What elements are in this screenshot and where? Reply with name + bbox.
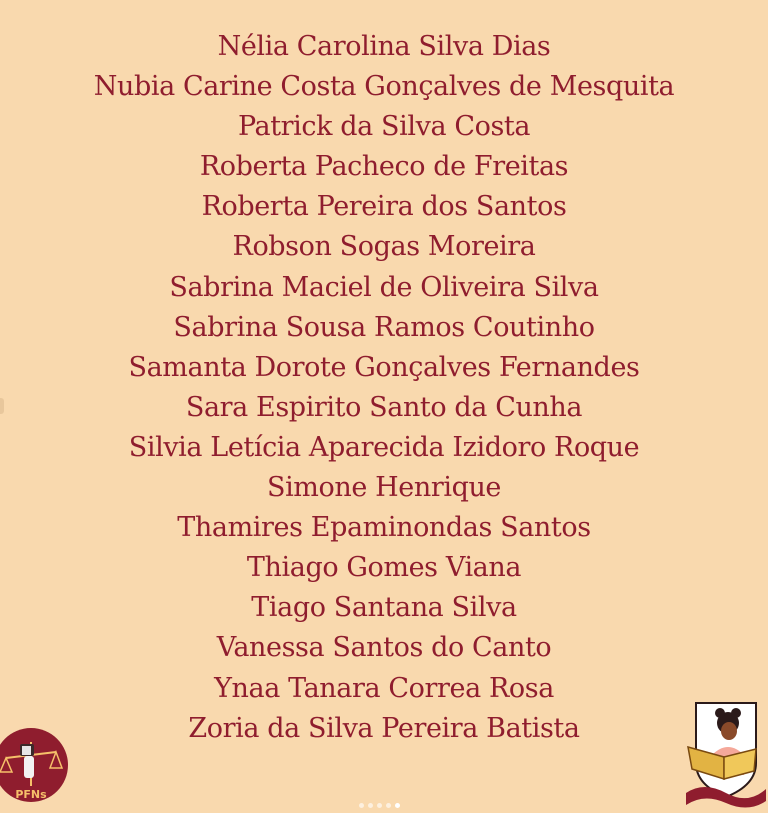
carousel-dot[interactable] — [386, 803, 391, 808]
list-item: Robson Sogas Moreira — [232, 231, 536, 263]
list-item: Thiago Gomes Viana — [246, 552, 522, 584]
list-item: Sabrina Sousa Ramos Coutinho — [173, 311, 595, 343]
carousel-indicator — [359, 803, 400, 808]
list-item: Roberta Pacheco de Freitas — [199, 151, 569, 183]
list-item: Sabrina Maciel de Oliveira Silva — [169, 271, 599, 303]
list-item: Thamires Epaminondas Santos — [177, 512, 591, 544]
list-item: Ynaa Tanara Correa Rosa — [214, 672, 554, 704]
carousel-dot[interactable] — [377, 803, 382, 808]
list-item: Nubia Carine Costa Gonçalves de Mesquita — [93, 71, 675, 103]
name-list — [0, 27, 768, 749]
list-item: Zoria da Silva Pereira Batista — [188, 712, 580, 744]
list-item: Samanta Dorote Gonçalves Fernandes — [128, 351, 640, 383]
carousel-dot[interactable] — [359, 803, 364, 808]
list-item: Roberta Pereira dos Santos — [201, 191, 567, 223]
list-item: Sara Espirito Santo da Cunha — [185, 391, 583, 423]
list-item: Silvia Letícia Aparecida Izidoro Roque — [128, 431, 640, 463]
carousel-dot[interactable] — [368, 803, 373, 808]
reading-girl-crest-icon — [684, 697, 768, 809]
pfns-logo — [0, 728, 68, 802]
list-item: Nélia Carolina Silva Dias — [217, 31, 551, 62]
carousel-dot-active[interactable] — [395, 803, 400, 808]
logo-text: PFNs — [15, 788, 47, 801]
list-item: Tiago Santana Silva — [251, 592, 517, 624]
list-item: Patrick da Silva Costa — [237, 111, 531, 143]
list-item: Vanessa Santos do Canto — [216, 632, 552, 664]
list-item: Simone Henrique — [266, 472, 502, 504]
